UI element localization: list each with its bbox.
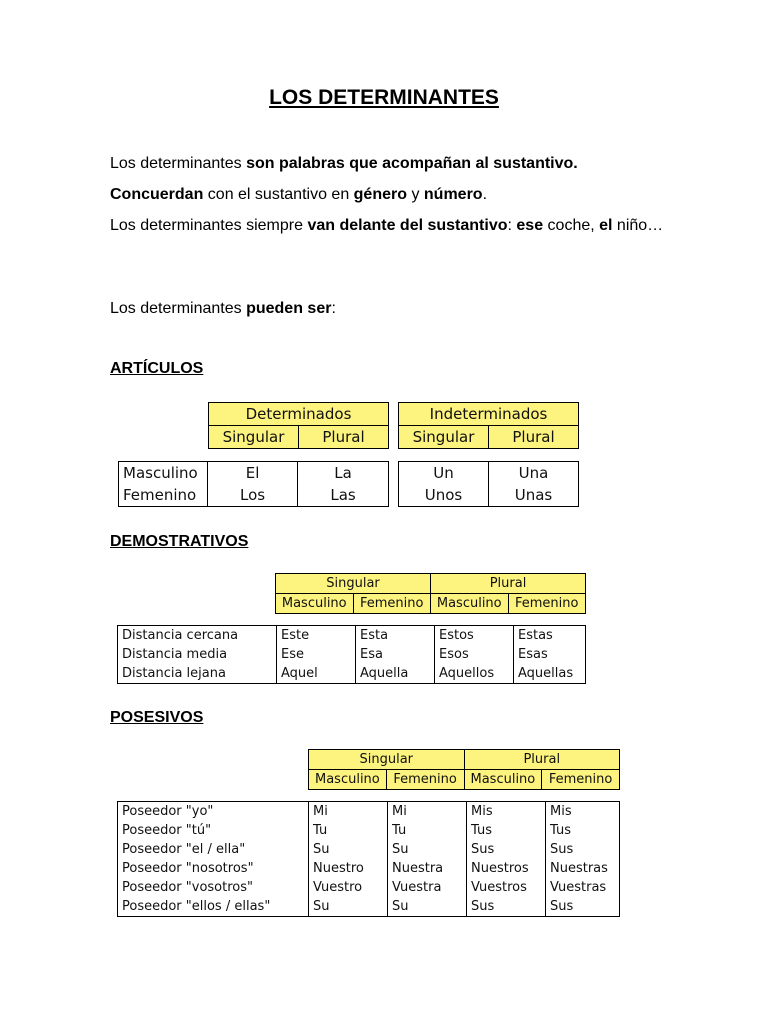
table-cell: Nuestros [467,859,546,878]
text-run-bold: son palabras que acompañan al sustantivo. [246,155,578,172]
section-heading-articulos: ARTÍCULOS [110,360,204,377]
posesivos-header [308,749,620,790]
header-group: Plural [464,750,620,770]
header-group: Determinados [209,403,389,426]
text-run: niño… [612,217,664,234]
table-cell: Una [489,462,579,485]
table-row [118,840,620,859]
table-cell: Estas [514,626,586,646]
table-cell: Sus [467,840,546,859]
table-cell: La [298,462,389,485]
text-run-bold: Concuerdan [110,186,204,203]
table-cell: Nuestra [388,859,467,878]
row-label: Poseedor "yo" [118,802,309,822]
text-run: y [407,186,424,203]
table-cell: Un [399,462,489,485]
table-cell: Tu [388,821,467,840]
table-row [118,664,586,684]
text-run-bold: ese [516,217,544,234]
text-run: : [331,300,336,317]
table-cell: Tus [467,821,546,840]
header-sub: Plural [489,426,579,449]
table-cell: Nuestras [546,859,620,878]
header-sub: Femenino [386,770,464,790]
table-cell: Mi [388,802,467,822]
table-cell: Ese [277,645,356,664]
table-cell: Sus [546,897,620,917]
text-run: con el sustantivo en [203,186,354,203]
table-cell: Las [298,484,389,507]
posesivos-table [117,801,620,917]
articulos-table-determinados [118,461,389,507]
table-cell: El [208,462,298,485]
table-cell: Aquel [277,664,356,684]
header-sub: Masculino [309,770,387,790]
text-run-bold: el [599,217,613,234]
table-row [118,645,586,664]
intro-paragraph-3 [110,214,680,237]
header-group: Indeterminados [399,403,579,426]
table-cell: Su [309,897,388,917]
table-cell: Vuestro [309,878,388,897]
header-sub: Masculino [431,594,509,614]
table-row [118,802,620,822]
table-cell: Aquellas [514,664,586,684]
table-cell: Aquella [356,664,435,684]
section-heading-posesivos: POSESIVOS [110,709,204,726]
table-cell: Sus [467,897,546,917]
table-cell: Esta [356,626,435,646]
articulos-table-indeterminados [398,461,579,507]
table-cell: Esos [435,645,514,664]
text-run-bold: van delante del sustantivo [307,217,508,234]
row-label: Poseedor "ellos / ellas" [118,897,309,917]
table-cell: Su [388,840,467,859]
header-sub: Singular [399,426,489,449]
text-run: : [507,217,517,234]
demostrativos-table [117,625,586,684]
text-run: . [482,186,488,203]
table-cell: Tu [309,821,388,840]
header-sub: Masculino [464,770,542,790]
header-sub: Femenino [353,594,431,614]
row-label: Masculino [119,462,208,485]
section-heading-demostrativos: DEMOSTRATIVOS [110,533,249,550]
table-cell: Unos [399,484,489,507]
table-cell: Esas [514,645,586,664]
header-sub: Femenino [508,594,586,614]
header-group: Plural [431,574,586,594]
table-cell: Este [277,626,356,646]
table-cell: Su [309,840,388,859]
row-label: Femenino [119,484,208,507]
row-label: Poseedor "vosotros" [118,878,309,897]
table-row [118,626,586,646]
row-label: Distancia lejana [118,664,277,684]
intro-paragraph-4 [110,297,670,320]
row-label: Poseedor "nosotros" [118,859,309,878]
demostrativos-header [275,573,586,614]
table-cell: Tus [546,821,620,840]
table-row [119,484,389,507]
text-run: Los determinantes siempre [110,217,308,234]
table-cell: Vuestras [546,878,620,897]
table-cell: Mi [309,802,388,822]
table-row [118,878,620,897]
header-sub: Femenino [542,770,620,790]
table-cell: Los [208,484,298,507]
intro-paragraph-2 [110,183,670,206]
row-label: Distancia media [118,645,277,664]
table-cell: Esa [356,645,435,664]
header-group: Singular [276,574,431,594]
table-cell: Aquellos [435,664,514,684]
table-cell: Unas [489,484,579,507]
header-sub: Singular [209,426,299,449]
table-cell: Vuestros [467,878,546,897]
text-run-bold: pueden ser [246,300,332,317]
header-sub: Plural [299,426,389,449]
page-title: LOS DETERMINANTES [269,86,499,109]
table-cell: Estos [435,626,514,646]
text-run-bold: género [353,186,407,203]
articulos-header-indeterminados [398,402,579,449]
text-run: Los determinantes [110,300,247,317]
table-row [399,484,579,507]
table-row [118,821,620,840]
text-run: coche, [543,217,600,234]
table-cell: Su [388,897,467,917]
table-row [118,859,620,878]
table-cell: Sus [546,840,620,859]
row-label: Poseedor "tú" [118,821,309,840]
text-run-bold: número [423,186,483,203]
text-run: Los determinantes [110,155,247,172]
row-label: Poseedor "el / ella" [118,840,309,859]
table-cell: Vuestra [388,878,467,897]
articulos-header-determinados [208,402,389,449]
table-cell: Mis [546,802,620,822]
table-cell: Nuestro [309,859,388,878]
intro-paragraph-1 [110,152,670,175]
table-cell: Mis [467,802,546,822]
table-row [119,462,389,485]
header-sub: Masculino [276,594,354,614]
table-row [118,897,620,917]
header-group: Singular [309,750,465,770]
table-row [399,462,579,485]
row-label: Distancia cercana [118,626,277,646]
